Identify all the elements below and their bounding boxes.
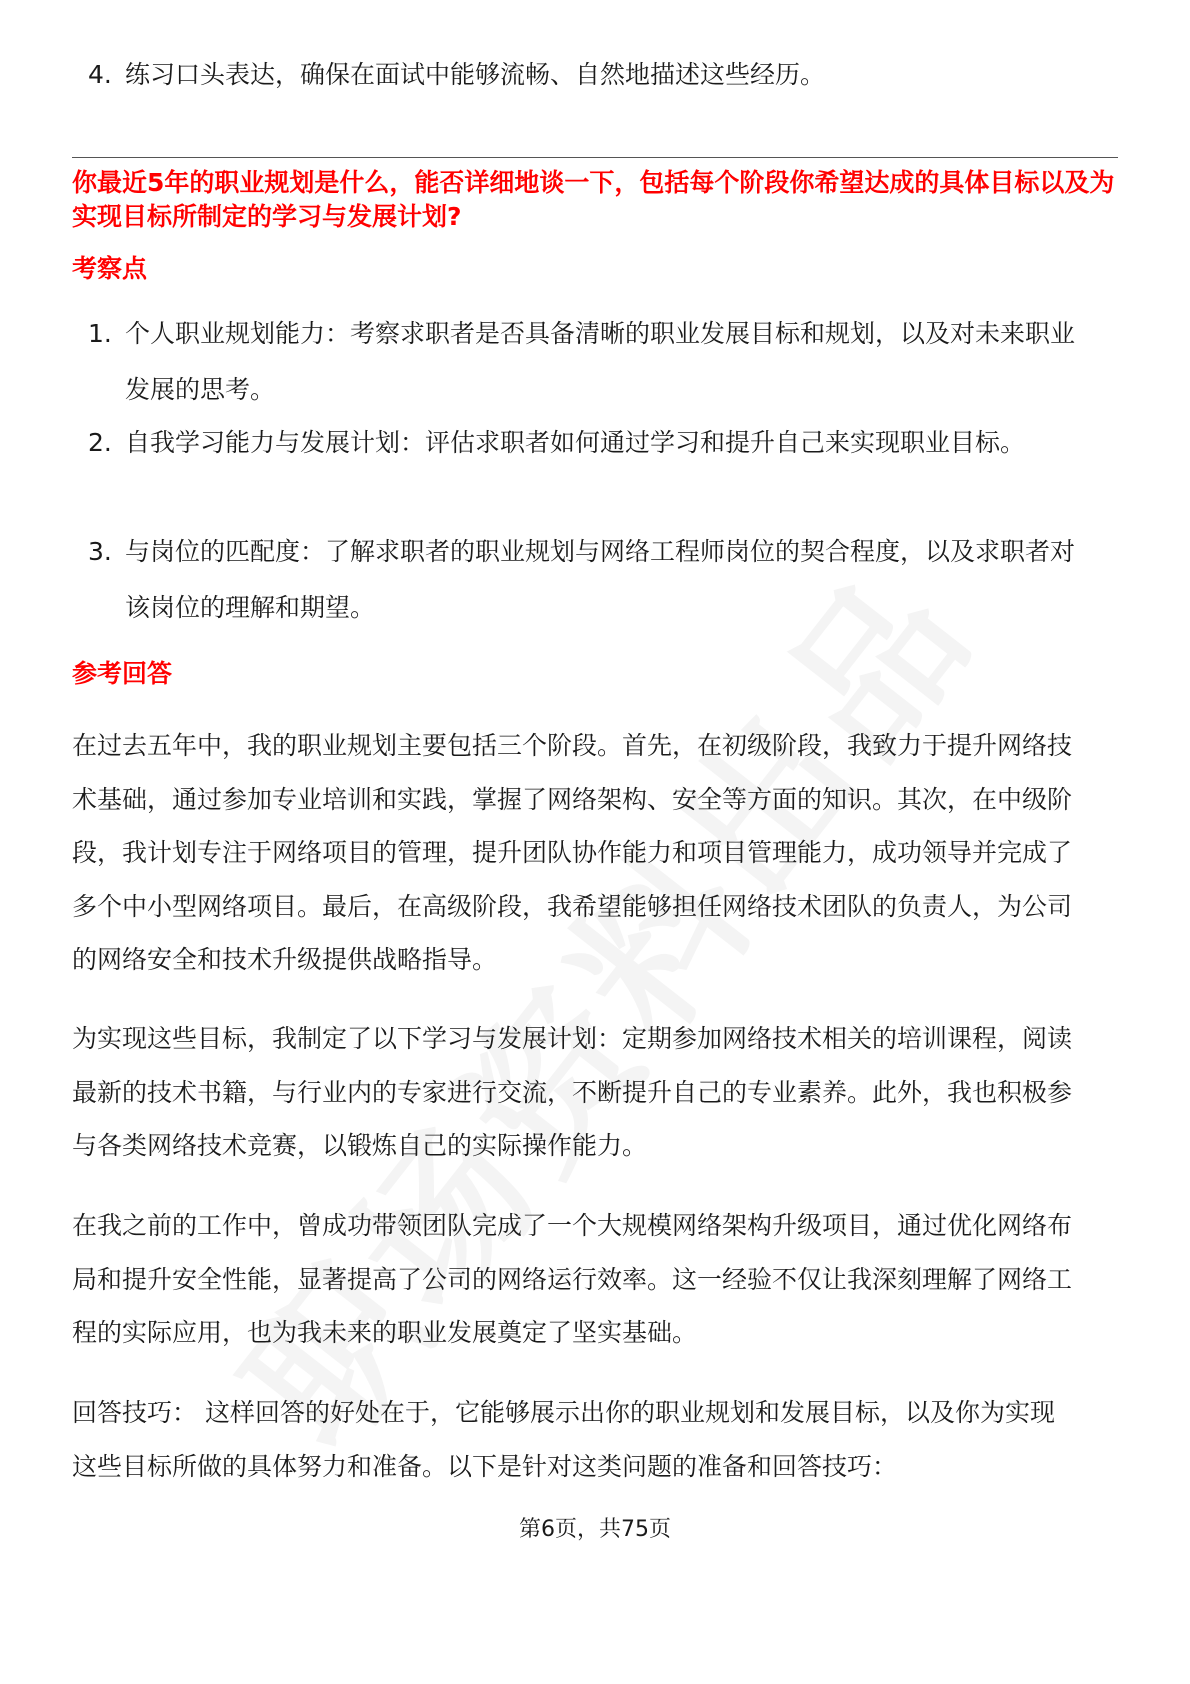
exam-point-number: 1. bbox=[88, 319, 112, 348]
exam-point-number: 2. bbox=[88, 428, 112, 457]
list-item-text: 练习口头表达，确保在面试中能够流畅、自然地描述这些经历。 bbox=[125, 60, 826, 89]
exam-point-number: 3. bbox=[88, 537, 112, 566]
answer-tips-paragraph: 回答技巧： 这样回答的好处在于，它能够展示出你的职业规划和发展目标，以及你为实现这些目标所做的具体努力和准备。以下是针对这类问题的准备和回答技巧： bbox=[72, 1398, 1055, 1481]
exam-point-text: 个人职业规划能力：考察求职者是否具备清晰的职业发展目标和规划，以及对未来职业发展的思考。 bbox=[125, 319, 1076, 404]
exam-point-item bbox=[72, 415, 1118, 527]
answer-paragraph: 在我之前的工作中，曾成功带领团队完成了一个大规模网络架构升级项目，通过优化网络布局和提升安全性能，显著提高了公司的网络运行效率。这一经验不仅让我深刻理解了网络工程的实际应用，也为我未来的职业发展奠定了坚实基础。 bbox=[72, 1211, 1073, 1347]
answer-paragraph: 为实现这些目标，我制定了以下学习与发展计划：定期参加网络技术相关的培训课程，阅读最新的技术书籍，与行业内的专家进行交流，不断提升自己的专业素养。此外，我也积极参与各类网络技术竞赛，以锻炼自己的实际操作能力。 bbox=[72, 1024, 1073, 1160]
answer-paragraph: 在过去五年中，我的职业规划主要包括三个阶段。首先，在初级阶段，我致力于提升网络技术基础，通过参加专业培训和实践，掌握了网络架构、安全等方面的知识。其次，在中级阶段，我计划专注于网络项目的管理，提升团队协作能力和项目管理能力，成功领导并完成了多个中小型网络项目。最后，在高级阶段，我希望能够担任网络技术团队的负责人，为公司的网络安全和技术升级提供战略指导。 bbox=[72, 731, 1073, 974]
section-divider bbox=[72, 157, 1118, 158]
exam-point-text: 与岗位的匹配度：了解求职者的职业规划与网络工程师岗位的契合程度，以及求职者对该岗位的理解和期望。 bbox=[125, 537, 1076, 622]
exam-points-heading: 考察点 bbox=[72, 254, 148, 283]
page-number: 第6页，共75页 bbox=[519, 1517, 671, 1542]
exam-point-text: 自我学习能力与发展计划：评估求职者如何通过学习和提升自己来实现职业目标。 bbox=[125, 428, 1026, 457]
exam-point-item bbox=[72, 306, 1118, 418]
reference-answer-heading: 参考回答 bbox=[72, 659, 173, 688]
list-item bbox=[72, 46, 1118, 104]
exam-point-item bbox=[72, 524, 1118, 636]
list-item-number: 4. bbox=[88, 60, 112, 89]
interview-question: 你最近5年的职业规划是什么，能否详细地谈一下，包括每个阶段你希望达成的具体目标以及为实现目标所制定的学习与发展计划? bbox=[72, 168, 1115, 231]
